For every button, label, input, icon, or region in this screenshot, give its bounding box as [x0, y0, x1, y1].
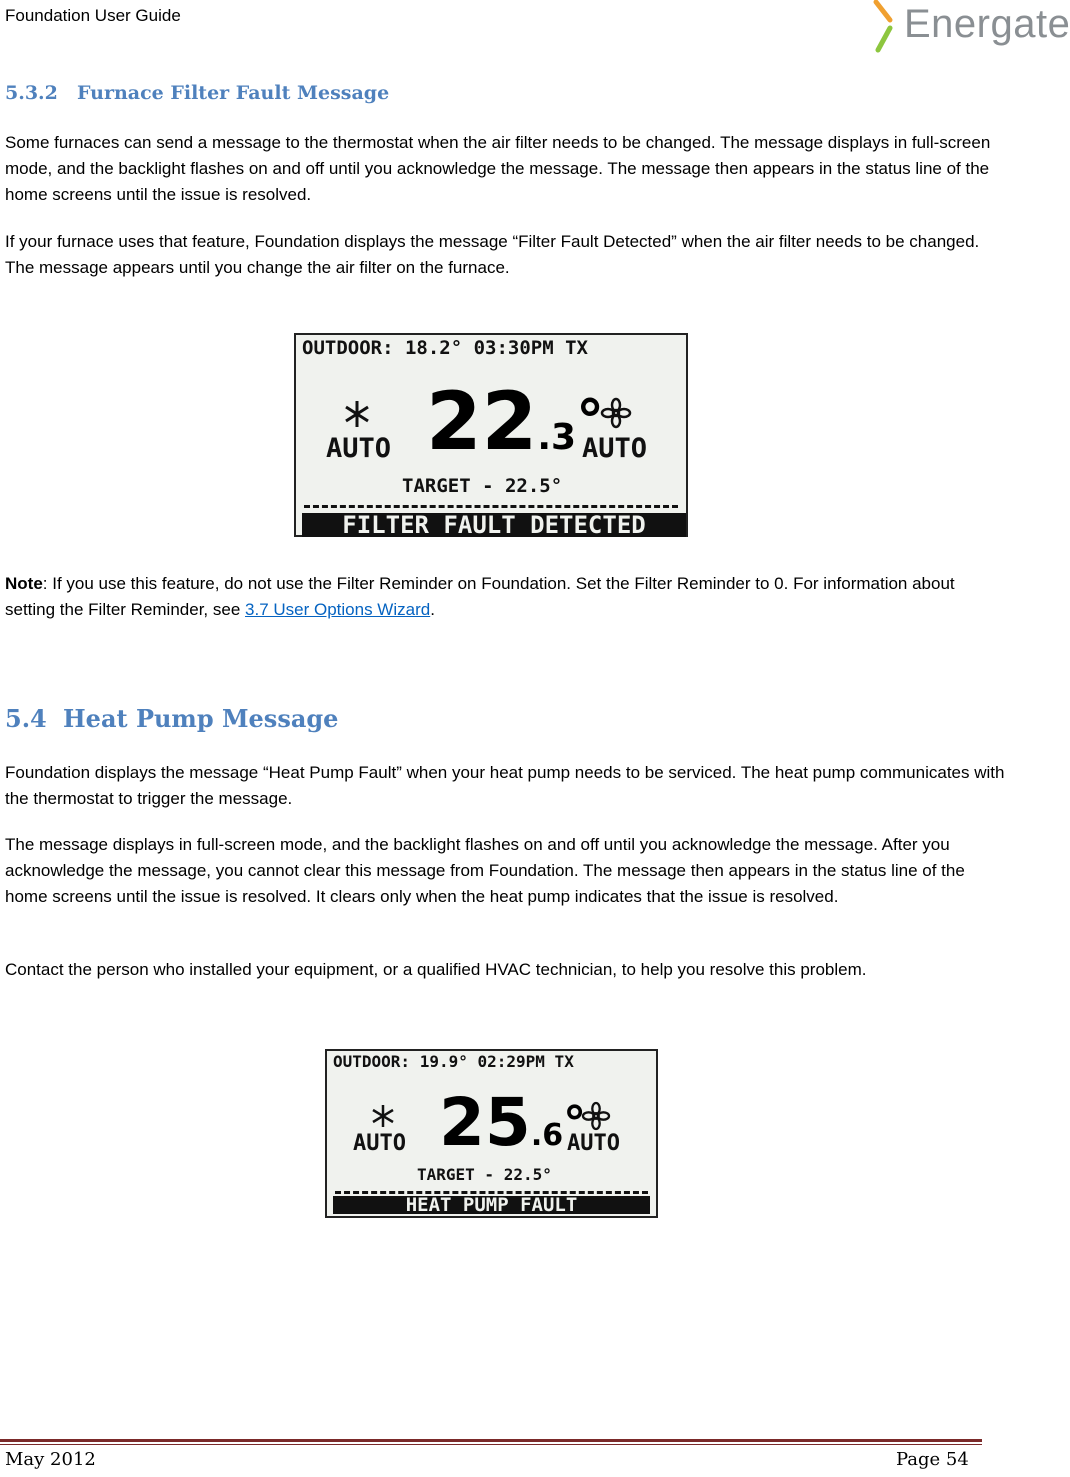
footer-rule	[0, 1439, 982, 1442]
temp-decimal: .3	[537, 417, 577, 458]
temp-whole: 22	[426, 375, 538, 468]
note-paragraph	[5, 571, 1005, 623]
target-temperature: TARGET - 22.5°	[402, 475, 563, 497]
thermostat-screen-heat-pump-fault	[325, 1049, 658, 1218]
fan-mode: AUTO	[567, 1131, 620, 1156]
divider	[304, 505, 678, 508]
system-mode: AUTO	[326, 433, 392, 464]
temp-whole: 25	[439, 1084, 531, 1161]
sun-icon	[371, 1103, 395, 1129]
target-temperature: TARGET - 22.5°	[417, 1165, 552, 1184]
paragraph: Some furnaces can send a message to the thermostat when the air filter needs to be changed. The message displays in full-screen mode, and the backlight flashes on and off until you acknowledge the message. The message then appears in the status line of the home screens until the issue is resolved.	[5, 133, 991, 204]
user-options-wizard-link[interactable]: 3.7 User Options Wizard	[245, 600, 431, 619]
footer-page-number: Page 54	[896, 1449, 969, 1470]
snowflake-icon	[344, 399, 370, 429]
current-temperature	[439, 1084, 587, 1172]
section-title: Furnace Filter Fault Message	[77, 82, 390, 104]
note-label: Note	[5, 574, 43, 593]
system-mode: AUTO	[353, 1131, 406, 1156]
header-title: Foundation User Guide	[5, 6, 181, 25]
section-number: 5.4	[5, 704, 47, 733]
fan-icon	[602, 399, 630, 427]
section-heading-5-3-2	[5, 82, 389, 104]
section-heading-5-4	[5, 704, 338, 733]
temp-decimal: .6	[530, 1118, 564, 1153]
energate-logo-text: Energate	[904, 2, 1070, 46]
note-text: : If you use this feature, do not use the Filter Reminder on Foundation. Set the Filter Reminder to 0. For information about setting the Filter Reminder, see	[5, 574, 955, 619]
thermostat-screen-filter-fault	[294, 333, 688, 537]
fault-message: FILTER FAULT DETECTED	[302, 513, 686, 537]
paragraph: The message displays in full-screen mode, and the backlight flashes on and off until you acknowledge the message. After you acknowledge the message, you cannot clear this message from Foundation. The message then appears in the status line of the home screens until the issue is resolved. It clears only when the heat pump indicates that the issue is resolved.	[5, 835, 965, 906]
section-number: 5.3.2	[5, 82, 58, 104]
degree-symbol: °	[576, 389, 605, 454]
note-end: .	[430, 600, 435, 619]
fault-message: HEAT PUMP FAULT	[333, 1196, 650, 1214]
paragraph: Contact the person who installed your equipment, or a qualified HVAC technician, to help you resolve this problem.	[5, 960, 867, 979]
status-line: OUTDOOR: 18.2° 03:30PM TX	[302, 337, 588, 359]
paragraph: Foundation displays the message “Heat Pump Fault” when your heat pump needs to be serviced. The heat pump communicates with the thermostat to trigger the message.	[5, 763, 1005, 808]
status-line: OUTDOOR: 19.9° 02:29PM TX	[333, 1052, 574, 1071]
degree-symbol: °	[563, 1096, 587, 1150]
current-temperature	[426, 377, 604, 483]
paragraph: If your furnace uses that feature, Foundation displays the message “Filter Fault Detected” when the air filter needs to be changed. The message appears until you change the air filter on the furnace.	[5, 232, 980, 277]
footer-date: May 2012	[5, 1449, 96, 1470]
fan-icon	[583, 1103, 609, 1129]
footer-rule	[0, 1444, 982, 1445]
section-title: Heat Pump Message	[63, 704, 339, 733]
fan-mode: AUTO	[582, 433, 648, 464]
